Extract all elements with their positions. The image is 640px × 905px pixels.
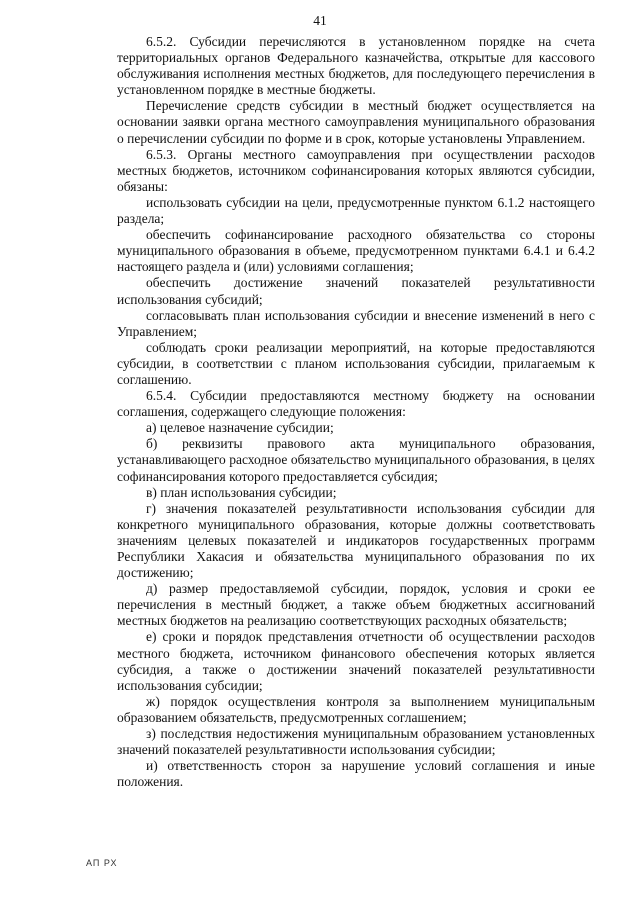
paragraph-transfer-request: Перечисление средств субсидии в местный бюджет осуществляется на основании заявки органа местного самоуправления муниципального образования о перечислении субсидии по форме и в срок, которые установлены Управлением. bbox=[117, 98, 595, 146]
paragraph-6-5-3: 6.5.3. Органы местного самоуправления при осуществлении расходов местных бюджетов, источником софинансирования которых являются субсидии, обязаны: bbox=[117, 146, 595, 194]
footer-mark: АП РХ bbox=[86, 858, 118, 868]
agreement-provision-e: е) сроки и порядок представления отчетности об осуществлении расходов местного бюджета, источником финансового обеспечения которых является субсидия, а также о достижении значений показателей результативности использования субсидии; bbox=[117, 629, 595, 693]
document-body bbox=[117, 34, 595, 790]
obligation-item: обеспечить достижение значений показателей результативности использования субсидий; bbox=[117, 275, 595, 307]
obligation-item: использовать субсидии на цели, предусмотренные пунктом 6.1.2 настоящего раздела; bbox=[117, 194, 595, 227]
agreement-provision-z: з) последствия недостижения муниципальным образованием установленных значений показателей результативности использования субсидии; bbox=[117, 726, 595, 758]
paragraph-6-5-4: 6.5.4. Субсидии предоставляются местному бюджету на основании соглашения, содержащего следующие положения: bbox=[117, 388, 595, 420]
agreement-provision-i: и) ответственность сторон за нарушение условий соглашения и иные положения. bbox=[117, 758, 595, 790]
obligation-item: обеспечить софинансирование расходного обязательства со стороны муниципального образования в объеме, предусмотренном пунктами 6.4.1 и 6.4.2 настоящего раздела и (или) условиями соглашения; bbox=[117, 227, 595, 275]
agreement-provision-g: г) значения показателей результативности использования субсидии для конкретного муниципального образования, которые должны соответствовать значениям целевых показателей и индикаторов государственных программ Республики Хакасия и обязательства муниципального образования по их достижению; bbox=[117, 500, 595, 581]
agreement-provision-b: б) реквизиты правового акта муниципального образования, устанавливающего расходное обязательство муниципального образования, в целях софинансирования которого предоставляется субсидия; bbox=[117, 436, 595, 484]
agreement-provision-zh: ж) порядок осуществления контроля за выполнением муниципальным образованием обязательств, предусмотренных соглашением; bbox=[117, 693, 595, 725]
agreement-provision-v: в) план использования субсидии; bbox=[146, 484, 337, 500]
page-number: 41 bbox=[313, 13, 327, 28]
agreement-provision-d: д) размер предоставляемой субсидии, порядок, условия и сроки ее перечисления в местный бюджет, а также объем бюджетных ассигнований местных бюджетов на реализацию соответствующих расходных обязательств; bbox=[117, 581, 595, 629]
obligation-item: согласовывать план использования субсидии и внесение изменений в него с Управлением; bbox=[117, 307, 595, 339]
paragraph-6-5-2: 6.5.2. Субсидии перечисляются в установленном порядке на счета территориальных органов Федерального казначейства, открытые для кассового обслуживания исполнения местных бюджетов, для последующего перечисления в установленном порядке в местные бюджеты. bbox=[117, 34, 595, 98]
obligation-item: соблюдать сроки реализации мероприятий, на которые предоставляются субсидии, в соответствии с планом использования субсидии, прилагаемым к соглашению. bbox=[117, 339, 595, 387]
agreement-provision-a: а) целевое назначение субсидии; bbox=[146, 420, 334, 436]
